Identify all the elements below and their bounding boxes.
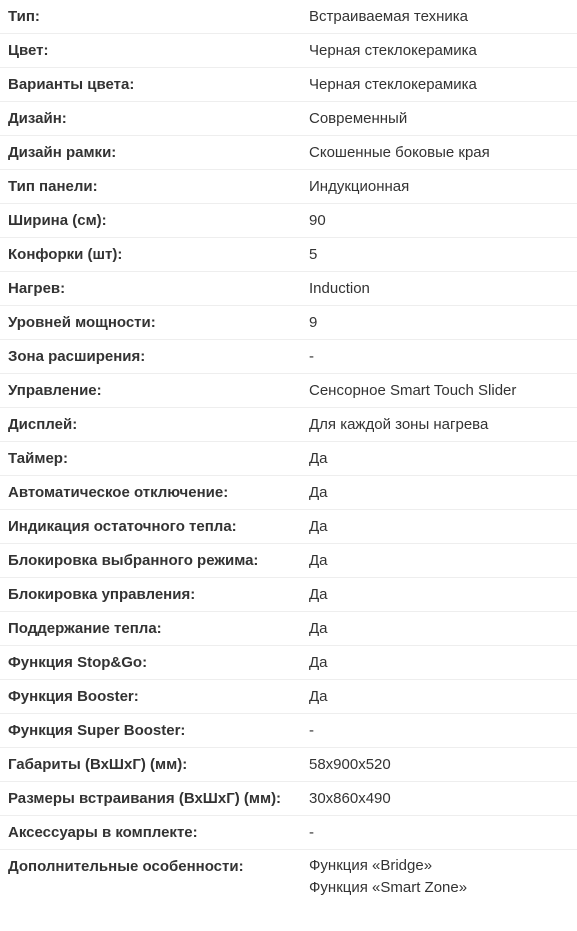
spec-value: Да xyxy=(309,484,328,501)
spec-row-keep-warm xyxy=(0,612,577,646)
spec-value: Черная стеклокерамика xyxy=(309,76,477,93)
spec-row-expansion-zone xyxy=(0,340,577,374)
spec-row-timer xyxy=(0,442,577,476)
spec-label: Конфорки (шт): xyxy=(8,246,123,263)
spec-row-panel-type xyxy=(0,170,577,204)
spec-value: Функция «Bridge» xyxy=(309,857,433,874)
spec-label: Зона расширения: xyxy=(8,348,146,365)
spec-label: Дизайн рамки: xyxy=(8,144,117,161)
spec-label: Нагрев: xyxy=(8,280,66,297)
spec-row-type xyxy=(0,0,577,34)
spec-label: Функция Booster: xyxy=(8,688,139,705)
spec-row-display xyxy=(0,408,577,442)
spec-row-stop-go xyxy=(0,646,577,680)
spec-row-color xyxy=(0,34,577,68)
spec-label: Дизайн: xyxy=(8,110,67,127)
spec-row-frame-design xyxy=(0,136,577,170)
spec-label: Индикация остаточного тепла: xyxy=(8,518,237,535)
spec-row-super-booster xyxy=(0,714,577,748)
spec-label: Аксессуары в комплекте: xyxy=(8,824,198,841)
spec-label: Блокировка выбранного режима: xyxy=(8,552,259,569)
spec-value: Да xyxy=(309,620,328,637)
spec-label: Автоматическое отключение: xyxy=(8,484,229,501)
spec-row-mode-lock xyxy=(0,544,577,578)
spec-value: Да xyxy=(309,552,328,569)
spec-value: 5 xyxy=(309,246,318,263)
spec-label: Габариты (ВхШхГ) (мм): xyxy=(8,756,188,773)
spec-label: Размеры встраивания (ВхШхГ) (мм): xyxy=(8,790,282,807)
spec-value: Современный xyxy=(309,110,408,127)
spec-value: - xyxy=(309,348,314,365)
spec-value: Да xyxy=(309,518,328,535)
spec-value: Да xyxy=(309,654,328,671)
spec-label: Дополнительные особенности: xyxy=(8,858,244,875)
spec-value: - xyxy=(309,824,314,841)
spec-value: 30x860x490 xyxy=(309,790,391,807)
spec-row-residual-heat xyxy=(0,510,577,544)
spec-row-auto-off xyxy=(0,476,577,510)
spec-row-color-variants xyxy=(0,68,577,102)
spec-value: - xyxy=(309,722,314,739)
spec-label: Функция Super Booster: xyxy=(8,722,186,739)
spec-row-built-in-dimensions xyxy=(0,782,577,816)
spec-label: Функция Stop&Go: xyxy=(8,654,148,671)
spec-label: Тип: xyxy=(8,8,40,25)
spec-value: Да xyxy=(309,450,328,467)
spec-value: Скошенные боковые края xyxy=(309,144,490,161)
spec-value: 58x900x520 xyxy=(309,756,391,773)
spec-row-design xyxy=(0,102,577,136)
spec-label: Варианты цвета: xyxy=(8,76,135,93)
spec-label: Поддержание тепла: xyxy=(8,620,162,637)
spec-value: 9 xyxy=(309,314,318,331)
spec-row-booster xyxy=(0,680,577,714)
spec-label: Таймер: xyxy=(8,450,68,467)
spec-value: Черная стеклокерамика xyxy=(309,42,477,59)
spec-label: Блокировка управления: xyxy=(8,586,196,603)
spec-row-control xyxy=(0,374,577,408)
spec-label: Тип панели: xyxy=(8,178,98,195)
spec-row-burners xyxy=(0,238,577,272)
spec-label: Дисплей: xyxy=(8,416,78,433)
spec-value: Встраиваемая техника xyxy=(309,8,468,25)
spec-value: Индукционная xyxy=(309,178,410,195)
spec-value: Функция «Smart Zone» xyxy=(309,879,468,896)
spec-row-dimensions xyxy=(0,748,577,782)
spec-label: Управление: xyxy=(8,382,102,399)
spec-value: Сенсорное Smart Touch Slider xyxy=(309,382,517,399)
spec-value: Да xyxy=(309,586,328,603)
spec-row-accessories xyxy=(0,816,577,850)
spec-value-list xyxy=(309,850,577,899)
spec-row-heating xyxy=(0,272,577,306)
spec-value: Induction xyxy=(309,280,370,297)
spec-label: Цвет: xyxy=(8,42,49,59)
spec-value: Для каждой зоны нагрева xyxy=(309,416,489,433)
spec-value: 90 xyxy=(309,212,326,229)
spec-row-width xyxy=(0,204,577,238)
spec-row-power-levels xyxy=(0,306,577,340)
spec-value: Да xyxy=(309,688,328,705)
spec-row-control-lock xyxy=(0,578,577,612)
spec-row-additional-features xyxy=(0,850,577,905)
spec-label: Ширина (см): xyxy=(8,212,107,229)
spec-label: Уровней мощности: xyxy=(8,314,156,331)
